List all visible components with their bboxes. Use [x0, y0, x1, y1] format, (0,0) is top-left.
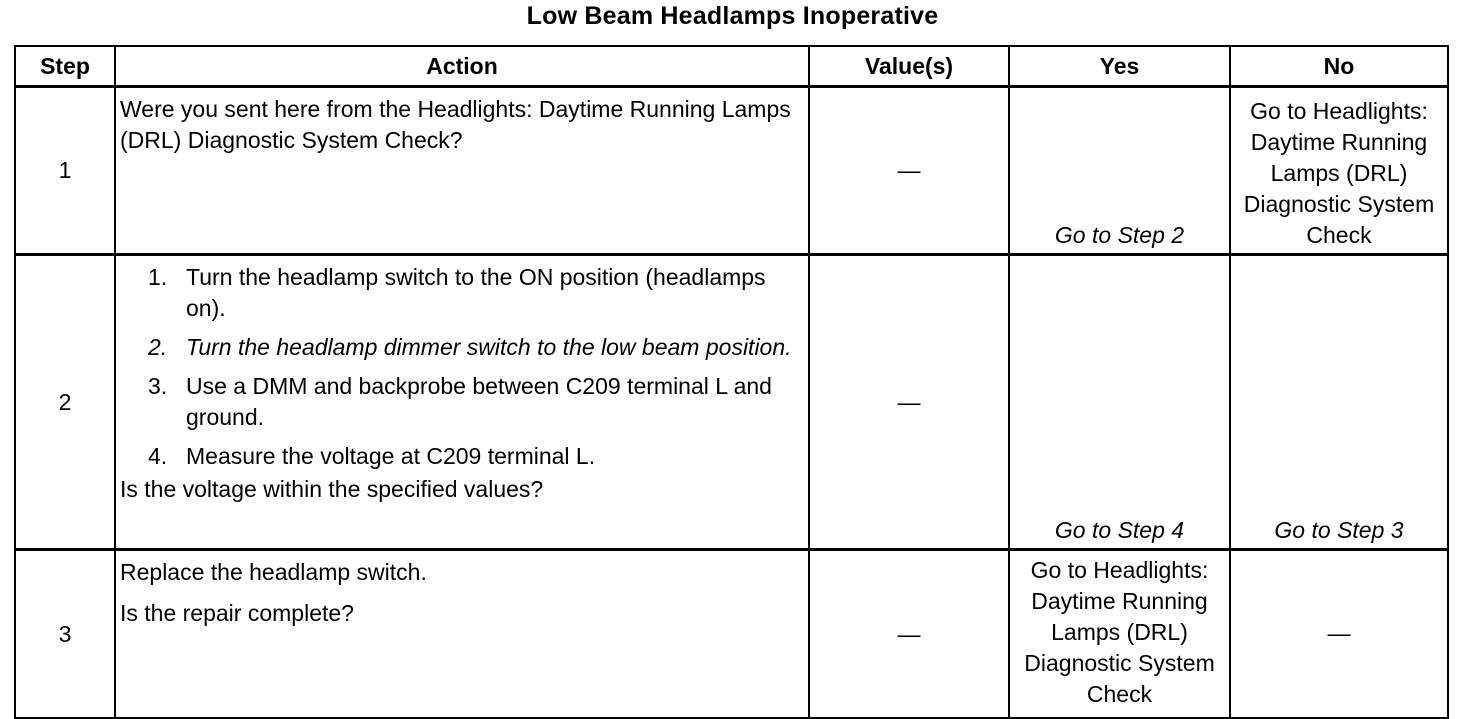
action-cell: [115, 550, 809, 719]
substep-number: 4.: [148, 443, 168, 469]
action-cell: [115, 87, 809, 255]
substep-number: 1.: [148, 264, 168, 290]
substep-item: [120, 262, 798, 324]
substep-item: [120, 371, 798, 433]
table-row: [15, 87, 1448, 255]
action-cell: [115, 255, 809, 550]
value-cell: —: [809, 550, 1009, 719]
substep-text: Measure the voltage at C209 terminal L.: [186, 443, 596, 469]
substep-item: [120, 441, 798, 472]
no-goto-link[interactable]: Go to Headlights: Daytime Running Lamps (DRL) Diagnostic System Check: [1243, 98, 1435, 248]
substep-list: [120, 262, 798, 472]
yes-cell: [1009, 255, 1230, 550]
action-text: Replace the headlamp switch.: [120, 559, 427, 585]
substep-number: 2.: [148, 334, 168, 360]
question-text: Is the repair complete?: [120, 600, 354, 626]
table-row: [15, 550, 1448, 719]
question-text: Is the voltage within the specified values?: [120, 476, 544, 502]
no-cell: [1230, 255, 1448, 550]
substep-text: Turn the headlamp dimmer switch to the low beam position.: [186, 334, 792, 360]
yes-cell: [1009, 550, 1230, 719]
no-cell: [1230, 87, 1448, 255]
header-row: [15, 46, 1448, 87]
yes-goto-link[interactable]: Go to Headlights: Daytime Running Lamps (DRL) Diagnostic System Check: [1024, 557, 1215, 707]
diagnostic-table: [14, 45, 1449, 719]
no-cell: —: [1230, 550, 1448, 719]
page-title: Low Beam Headlamps Inoperative: [526, 2, 939, 30]
yes-goto-link[interactable]: Go to Step 2: [1054, 222, 1185, 248]
step-number: 3: [15, 550, 115, 719]
step-number: 1: [15, 87, 115, 255]
column-header-values: Value(s): [809, 46, 1009, 87]
no-goto-link[interactable]: Go to Step 3: [1274, 517, 1404, 543]
column-header-no: No: [1230, 46, 1448, 87]
yes-goto-link[interactable]: Go to Step 4: [1054, 517, 1185, 543]
column-header-yes: Yes: [1009, 46, 1230, 87]
substep-number: 3.: [148, 373, 168, 399]
substep-item: [120, 332, 798, 363]
value-cell: —: [809, 255, 1009, 550]
action-text: Were you sent here from the Headlights: Daytime Running Lamps (DRL) Diagnostic System Check?: [120, 96, 791, 153]
step-number: 2: [15, 255, 115, 550]
column-header-action: Action: [115, 46, 809, 87]
column-header-step: Step: [15, 46, 115, 87]
yes-cell: [1009, 87, 1230, 255]
table-row: [15, 255, 1448, 550]
value-cell: —: [809, 87, 1009, 255]
substep-text: Turn the headlamp switch to the ON position (headlamps on).: [186, 264, 766, 321]
substep-text: Use a DMM and backprobe between C209 terminal L and ground.: [186, 373, 772, 430]
